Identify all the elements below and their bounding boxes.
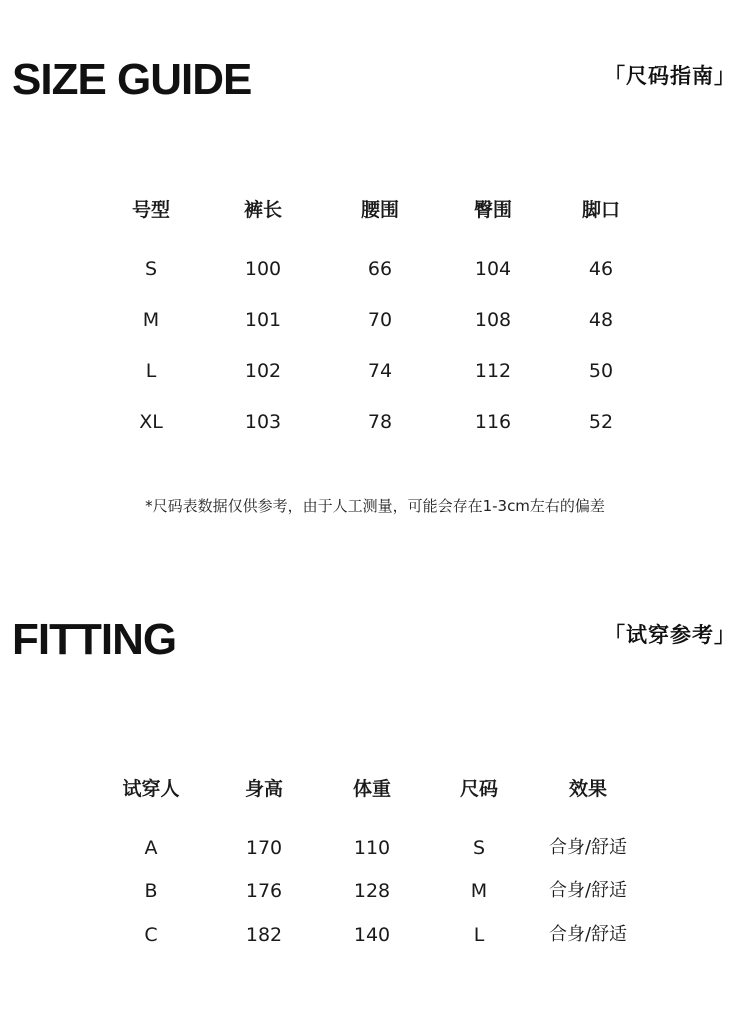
table-cell: 74 [367, 360, 393, 382]
table-row [0, 412, 750, 432]
table-cell: 176 [245, 880, 283, 902]
table-cell: L [473, 924, 485, 946]
table-cell: M [470, 880, 488, 902]
fitting-header-row [0, 779, 750, 799]
table-cell: 52 [588, 411, 614, 433]
size-guide-header-row [0, 200, 750, 220]
table-cell: 140 [353, 924, 391, 946]
table-cell: 100 [244, 258, 282, 280]
header-cell: 效果 [568, 778, 608, 800]
size-guide-note: *尺码表数据仅供参考，由于人工测量，可能会存在1-3cm左右的偏差 [145, 497, 605, 515]
table-cell: 102 [244, 360, 282, 382]
header-cell: 脚口 [581, 199, 621, 221]
table-cell: 170 [245, 837, 283, 859]
table-cell: 46 [588, 258, 614, 280]
header-cell: 号型 [131, 199, 171, 221]
table-row [0, 310, 750, 330]
table-cell: 合身/舒适 [548, 924, 628, 945]
table-cell: 78 [367, 411, 393, 433]
table-cell: L [145, 360, 157, 382]
table-cell: 48 [588, 309, 614, 331]
fitting-tag: 「试穿参考」 [604, 623, 736, 647]
table-row [0, 925, 750, 945]
table-row [0, 881, 750, 901]
table-cell: 112 [474, 360, 512, 382]
table-cell: 70 [367, 309, 393, 331]
table-cell: 116 [474, 411, 512, 433]
table-row [0, 259, 750, 279]
table-cell: A [144, 837, 158, 859]
table-cell: 104 [474, 258, 512, 280]
table-cell: 182 [245, 924, 283, 946]
table-cell: C [144, 924, 158, 946]
size-guide-table [0, 199, 750, 433]
table-cell: M [142, 309, 160, 331]
table-cell: S [472, 837, 486, 859]
header-cell: 裤长 [243, 199, 283, 221]
table-cell: 128 [353, 880, 391, 902]
table-cell: B [144, 880, 158, 902]
header-cell: 尺码 [459, 778, 499, 800]
table-cell: 103 [244, 411, 282, 433]
size-guide-tag: 「尺码指南」 [604, 64, 736, 88]
header-cell: 臀围 [473, 199, 513, 221]
size-guide-title: SIZE GUIDE [12, 55, 252, 104]
table-row [0, 361, 750, 381]
table-cell: 50 [588, 360, 614, 382]
table-cell: 66 [367, 258, 393, 280]
header-cell: 身高 [244, 778, 284, 800]
table-cell: 110 [353, 837, 391, 859]
table-row [0, 838, 750, 858]
fitting-title: FITTING [12, 615, 177, 664]
header-cell: 试穿人 [122, 778, 180, 800]
table-cell: S [144, 258, 158, 280]
fitting-table [0, 778, 750, 946]
table-cell: 108 [474, 309, 512, 331]
header-cell: 体重 [352, 778, 392, 800]
table-cell: XL [139, 411, 163, 433]
table-cell: 合身/舒适 [548, 880, 628, 901]
table-cell: 合身/舒适 [548, 837, 628, 858]
table-cell: 101 [244, 309, 282, 331]
header-cell: 腰围 [360, 199, 400, 221]
